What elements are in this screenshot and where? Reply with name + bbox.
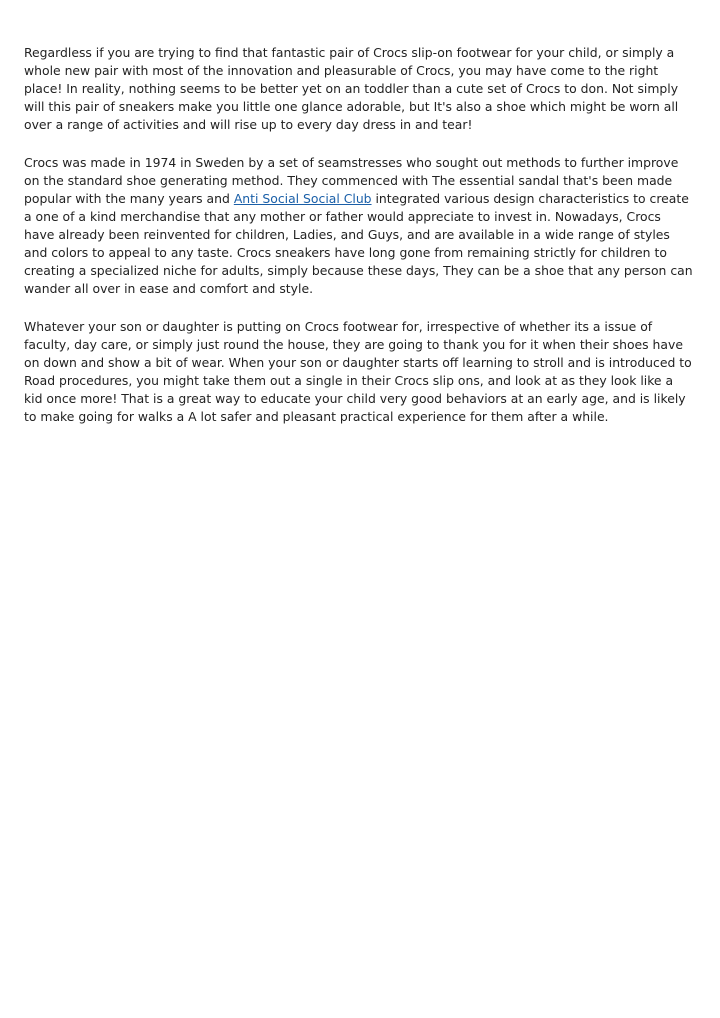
paragraph-2-text-before-link: Crocs was made in 1974 in Sweden by a set of seamstresses who sought out methods to further improve on the standard shoe generating method. They commenced with The essential sandal that's been made popular with the many years and xyxy=(24,155,679,206)
paragraph-2-text-after-link: integrated various design characteristics to create a one of a kind merchandise that any mother or father would appreciate to invest in. Nowadays, Crocs have already been reinvented for children, Ladies, and Guys, and are available in a wide range of styles and colors to appeal to any taste. Crocs sneakers have long gone from remaining strictly for children to creating a specialized niche for adults, simply because these days, They can be a shoe that any person can wander all over in ease and comfort and style. xyxy=(24,191,693,296)
paragraph-1: Regardless if you are trying to find that fantastic pair of Crocs slip-on footwear for your child, or simply a whole new pair with most of the innovation and pleasurable of Crocs, you may have come to the right place! In reality, nothing seems to be better yet on an toddler than a cute set of Crocs to don. Not simply will this pair of sneakers make you little one glance adorable, but It's also a shoe which might be worn all over a range of activities and will rise up to every day dress in and tear! xyxy=(24,45,679,132)
document-body xyxy=(24,44,694,446)
paragraph-2 xyxy=(24,154,694,298)
paragraph-3: Whatever your son or daughter is putting on Crocs footwear for, irrespective of whether its a issue of faculty, day care, or simply just round the house, they are going to thank you for it when their shoes have on down and show a bit of wear. When your son or daughter starts off learning to stroll and is introduced to Road procedures, you might take them out a single in their Crocs slip ons, and look at as they look like a kid once more! That is a great way to educate your child very good behaviors at an early age, and is likely to make going for walks a A lot safer and pleasant practical experience for them after a while. xyxy=(24,319,692,424)
anti-social-social-club-link[interactable]: Anti Social Social Club xyxy=(233,191,372,206)
